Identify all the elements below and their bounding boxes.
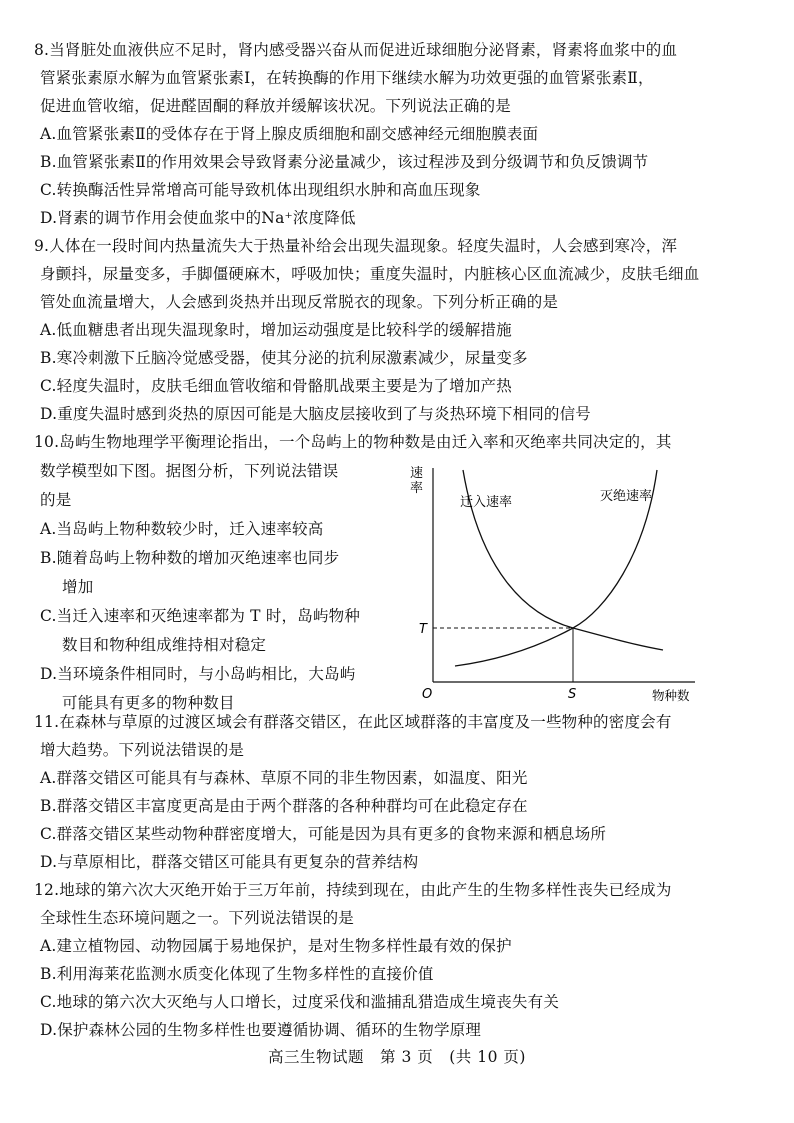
- question-12-option-c: C.地球的第六次大灭绝与人口增长，过度采伐和滥捕乱猎造成生境丧失有关: [40, 993, 560, 1011]
- question-11-stem-line: 11.在森林与草原的过渡区域会有群落交错区，在此区域群落的丰富度及一些物种的密度会有: [34, 713, 672, 731]
- question-11-option-b: B.群落交错区丰富度更高是由于两个群落的各种种群均可在此稳定存在: [40, 797, 528, 815]
- question-12-option-d: D.保护森林公园的生物多样性也要遵循协调、循环的生物学原理: [40, 1021, 482, 1039]
- question-10-option-c: C.当迁入速率和灭绝速率都为 T 时，岛屿物种: [40, 607, 361, 625]
- x-marker-label: S: [568, 687, 577, 702]
- question-8-option-d: D.肾素的调节作用会使血浆中的Na⁺浓度降低: [40, 209, 356, 227]
- question-8-stem-line: 促进血管收缩，促进醛固酮的释放并缓解该状况。下列说法正确的是: [40, 97, 512, 115]
- page-footer: 高三生物试题 第 3 页 (共 10 页): [268, 1048, 526, 1066]
- question-8-option-c: C.转换酶活性异常增高可能导致机体出现组织水肿和高血压现象: [40, 181, 481, 199]
- question-12-stem-line: 12.地球的第六次大灭绝开始于三万年前，持续到现在，由此产生的生物多样性丧失已经成为: [34, 881, 672, 899]
- question-10-option-d: D.当环境条件相同时，与小岛屿相比，大岛屿: [40, 665, 356, 683]
- question-8-stem-line: 8.当肾脏处血液供应不足时，肾内感受器兴奋从而促进近球细胞分泌肾素，肾素将血浆中的血: [34, 41, 678, 59]
- question-10-stem-line: 数学模型如下图。据图分析，下列说法错误: [40, 462, 339, 480]
- y-axis-label-top: 速: [410, 466, 424, 481]
- question-11-option-a: A.群落交错区可能具有与森林、草原不同的非生物因素，如温度、阳光: [40, 769, 528, 787]
- y-marker-label: T: [419, 622, 427, 637]
- question-10-option-b: B.随着岛屿上物种数的增加灭绝速率也同步: [40, 549, 340, 567]
- question-12-option-b: B.利用海莱花监测水质变化体现了生物多样性的直接价值: [40, 965, 434, 983]
- series-label-extinction: 灭绝速率: [600, 489, 653, 504]
- question-9-stem-line: 9.人体在一段时间内热量流失大于热量补给会出现失温现象。轻度失温时，人会感到寒冷，浑: [34, 237, 678, 255]
- question-10-stem-line: 10.岛屿生物地理学平衡理论指出，一个岛屿上的物种数是由迁入率和灭绝率共同决定的，其: [34, 433, 672, 451]
- question-9-stem-line: 身颤抖，尿量变多，手脚僵硬麻木，呼吸加快；重度失温时，内脏核心区血流减少，皮肤毛细血: [40, 265, 700, 283]
- species-rate-chart: [405, 460, 705, 705]
- y-axis-label-bottom: 率: [410, 481, 424, 496]
- x-axis-label: 物种数: [652, 688, 690, 703]
- question-9-option-a: A.低血糖患者出现失温现象时，增加运动强度是比较科学的缓解措施: [40, 321, 512, 339]
- question-10-option-d-cont: 可能具有更多的物种数目: [62, 694, 235, 712]
- question-11-stem-line: 增大趋势。下列说法错误的是: [40, 741, 245, 759]
- question-8-stem-line: 管紧张素原水解为血管紧张素Ⅰ，在转换酶的作用下继续水解为功效更强的血管紧张素Ⅱ，: [40, 69, 654, 87]
- chart-guides: [433, 628, 573, 682]
- question-8-option-b: B.血管紧张素Ⅱ的作用效果会导致肾素分泌量减少，该过程涉及到分级调节和负反馈调节: [40, 153, 649, 171]
- question-10-option-c-cont: 数目和物种组成维持相对稳定: [62, 636, 267, 654]
- question-9-option-d: D.重度失温时感到炎热的原因可能是大脑皮层接收到了与炎热环境下相同的信号: [40, 405, 592, 423]
- series-label-immigration: 迁入速率: [460, 495, 513, 510]
- question-9-option-c: C.轻度失温时，皮肤毛细血管收缩和骨骼肌战栗主要是为了增加产热: [40, 377, 512, 395]
- question-9-option-b: B.寒冷刺激下丘脑冷觉感受器，使其分泌的抗利尿激素减少，尿量变多: [40, 349, 528, 367]
- question-10-option-b-cont: 增加: [62, 578, 94, 596]
- question-11-option-c: C.群落交错区某些动物种群密度增大，可能是因为具有更多的食物来源和栖息场所: [40, 825, 607, 843]
- question-10-stem-line: 的是: [40, 491, 72, 509]
- question-9-stem-line: 管处血流量增大，人会感到炎热并出现反常脱衣的现象。下列分析正确的是: [40, 293, 559, 311]
- origin-label: O: [422, 687, 433, 702]
- question-12-stem-line: 全球性生态环境问题之一。下列说法错误的是: [40, 909, 355, 927]
- question-12-option-a: A.建立植物园、动物园属于易地保护，是对生物多样性最有效的保护: [40, 937, 512, 955]
- question-10-option-a: A.当岛屿上物种数较少时，迁入速率较高: [40, 520, 324, 538]
- question-8-option-a: A.血管紧张素Ⅱ的受体存在于肾上腺皮质细胞和副交感神经元细胞膜表面: [40, 125, 539, 143]
- question-11-option-d: D.与草原相比，群落交错区可能具有更复杂的营养结构: [40, 853, 419, 871]
